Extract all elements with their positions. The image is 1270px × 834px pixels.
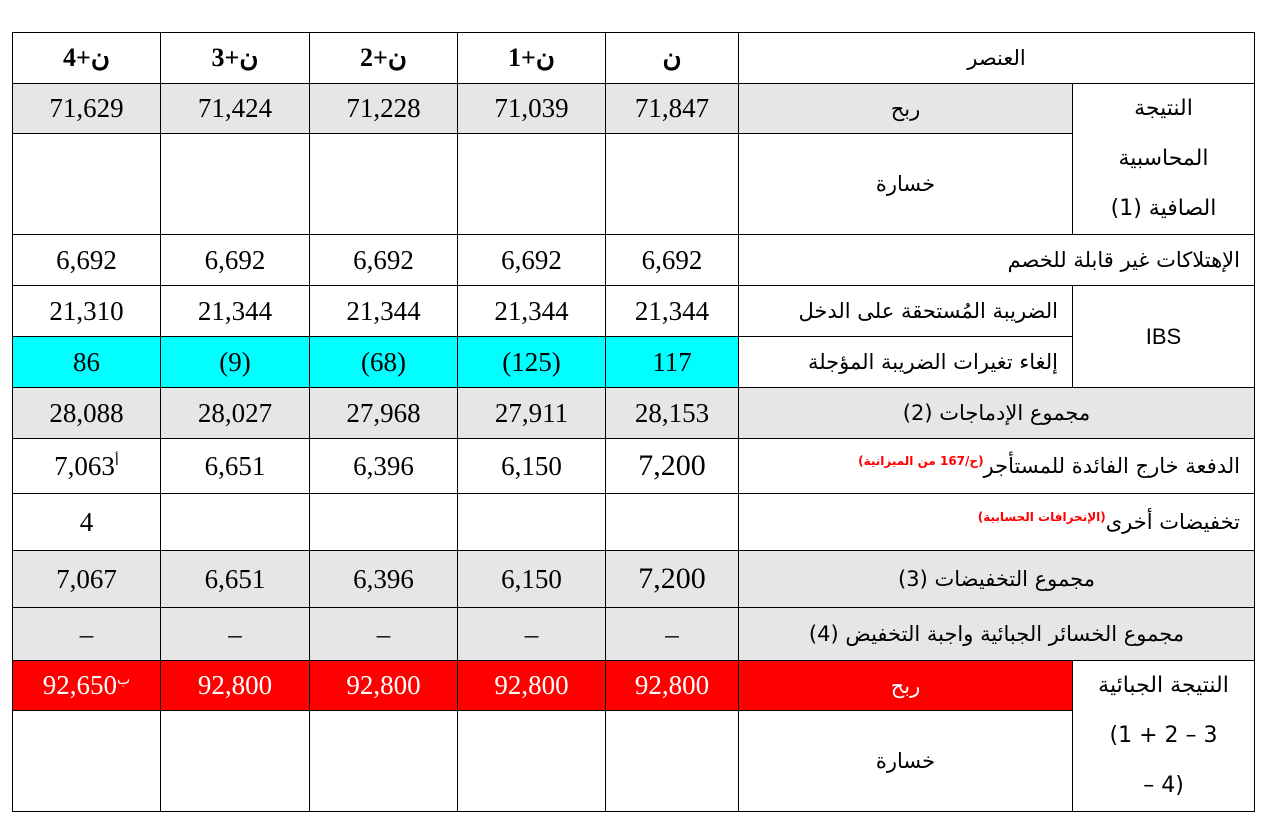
other-deductions-label-cell: [739, 494, 1255, 551]
total-deductions-label: مجموع التخفيضات (3): [739, 551, 1255, 608]
header-year-n: ن: [606, 33, 739, 84]
ibs-deferred-n2: (68): [310, 337, 458, 388]
tax-profit-n: 92,800: [606, 661, 739, 711]
total-deductions-row: [13, 551, 1255, 608]
ibs-deferred-n3: (9): [161, 337, 310, 388]
tax-loss-n1: [458, 711, 606, 812]
accounting-result-line-2: المحاسبية: [1118, 146, 1209, 171]
total-integrations-n2: 27,968: [310, 388, 458, 439]
accounting-profit-row: [13, 84, 1255, 134]
tax-loss-n: [606, 711, 739, 812]
header-row: [13, 33, 1255, 84]
total-deductions-n4: 7,067: [13, 551, 161, 608]
accounting-profit-n4: 71,629: [13, 84, 161, 134]
header-year-n3: ن+3: [161, 33, 310, 84]
lease-payment-label-cell: [739, 439, 1255, 494]
accounting-profit-n: 71,847: [606, 84, 739, 134]
tax-result-line-2: (1 + 2 – 3: [1109, 723, 1218, 748]
accounting-loss-label: خسارة: [739, 134, 1073, 235]
tax-profit-n2: 92,800: [310, 661, 458, 711]
depreciation-n2: 6,692: [310, 235, 458, 286]
other-deductions-n3: [161, 494, 310, 551]
tax-result-label: [1073, 661, 1255, 812]
tax-profit-n1: 92,800: [458, 661, 606, 711]
depreciation-n: 6,692: [606, 235, 739, 286]
lease-payment-n4: [13, 439, 161, 494]
ibs-deferred-n4: 86: [13, 337, 161, 388]
tax-loss-n4: [13, 711, 161, 812]
other-deductions-n1: [458, 494, 606, 551]
other-deductions-n: [606, 494, 739, 551]
accounting-loss-n4: [13, 134, 161, 235]
tax-loss-label: خسارة: [739, 711, 1073, 812]
tax-profit-n4-value: 92,650: [42, 670, 118, 701]
lease-payment-n4-value: 7,063: [54, 450, 115, 481]
ibs-deferred-n1: (125): [458, 337, 606, 388]
depreciation-n4: 6,692: [13, 235, 161, 286]
depreciation-row: [13, 235, 1255, 286]
ibs-due-row: [13, 286, 1255, 337]
accounting-result-line-3: الصافية (1): [1110, 196, 1217, 221]
accounting-loss-row: [13, 134, 1255, 235]
ibs-due-n4: 21,310: [13, 286, 161, 337]
depreciation-n1: 6,692: [458, 235, 606, 286]
tax-result-line-1: النتيجة الجبائية: [1098, 673, 1229, 698]
tax-result-line-3: – 4): [1143, 773, 1184, 798]
tax-result-table: [12, 32, 1255, 812]
header-year-n4: ن+4: [13, 33, 161, 84]
tax-loss-n2: [310, 711, 458, 812]
lease-payment-note: (ح/167 من الميزانية): [858, 454, 984, 468]
tax-loss-n3: [161, 711, 310, 812]
total-losses-label: مجموع الخسائر الجبائية واجبة التخفيض (4): [739, 608, 1255, 661]
accounting-loss-n: [606, 134, 739, 235]
accounting-profit-n3: 71,424: [161, 84, 310, 134]
ibs-due-n3: 21,344: [161, 286, 310, 337]
ibs-label: IBS: [1073, 286, 1255, 388]
accounting-loss-n3: [161, 134, 310, 235]
ibs-due-n1: 21,344: [458, 286, 606, 337]
total-deductions-n: 7,200: [606, 551, 739, 608]
ibs-due-n: 21,344: [606, 286, 739, 337]
accounting-profit-n2: 71,228: [310, 84, 458, 134]
total-losses-n3: –: [161, 608, 310, 661]
accounting-loss-n2: [310, 134, 458, 235]
accounting-result-line-1: النتيجة: [1134, 96, 1193, 121]
lease-payment-n2: 6,396: [310, 439, 458, 494]
ibs-due-label: الضريبة المُستحقة على الدخل: [739, 286, 1073, 337]
total-deductions-n3: 6,651: [161, 551, 310, 608]
lease-payment-row: [13, 439, 1255, 494]
total-integrations-n4: 28,088: [13, 388, 161, 439]
lease-payment-n: 7,200: [606, 439, 739, 494]
header-element: العنصر: [739, 33, 1255, 84]
ibs-deferred-label: إلغاء تغيرات الضريبة المؤجلة: [739, 337, 1073, 388]
header-year-n1: ن+1: [458, 33, 606, 84]
ibs-deferred-n: 117: [606, 337, 739, 388]
other-deductions-n2: [310, 494, 458, 551]
total-integrations-n3: 28,027: [161, 388, 310, 439]
tax-profit-n4: [13, 661, 161, 711]
tax-profit-n4-mark: ب: [117, 673, 131, 689]
total-losses-n: –: [606, 608, 739, 661]
accounting-profit-label: ربح: [739, 84, 1073, 134]
total-integrations-n1: 27,911: [458, 388, 606, 439]
header-year-n2: ن+2: [310, 33, 458, 84]
lease-payment-n3: 6,651: [161, 439, 310, 494]
tax-profit-row: [13, 661, 1255, 711]
lease-payment-n1: 6,150: [458, 439, 606, 494]
accounting-profit-n1: 71,039: [458, 84, 606, 134]
tax-profit-n3: 92,800: [161, 661, 310, 711]
tax-profit-label: ربح: [739, 661, 1073, 711]
lease-payment-n4-mark: أ: [114, 453, 119, 469]
accounting-result-label: [1073, 84, 1255, 235]
other-deductions-row: [13, 494, 1255, 551]
other-deductions-note: (الإنحرافات الحسابية): [977, 510, 1106, 524]
total-losses-row: [13, 608, 1255, 661]
other-deductions-n4: 4: [13, 494, 161, 551]
total-deductions-n1: 6,150: [458, 551, 606, 608]
tax-loss-row: [13, 711, 1255, 812]
total-integrations-n: 28,153: [606, 388, 739, 439]
total-deductions-n2: 6,396: [310, 551, 458, 608]
lease-payment-label: الدفعة خارج الفائدة للمستأجر: [983, 454, 1240, 478]
depreciation-label: الإهتلاكات غير قابلة للخصم: [739, 235, 1255, 286]
total-losses-n4: –: [13, 608, 161, 661]
total-integrations-row: [13, 388, 1255, 439]
accounting-loss-n1: [458, 134, 606, 235]
total-integrations-label: مجموع الإدماجات (2): [739, 388, 1255, 439]
ibs-deferred-row: [13, 337, 1255, 388]
depreciation-n3: 6,692: [161, 235, 310, 286]
ibs-due-n2: 21,344: [310, 286, 458, 337]
total-losses-n1: –: [458, 608, 606, 661]
other-deductions-label: تخفيضات أخرى: [1105, 510, 1240, 534]
total-losses-n2: –: [310, 608, 458, 661]
